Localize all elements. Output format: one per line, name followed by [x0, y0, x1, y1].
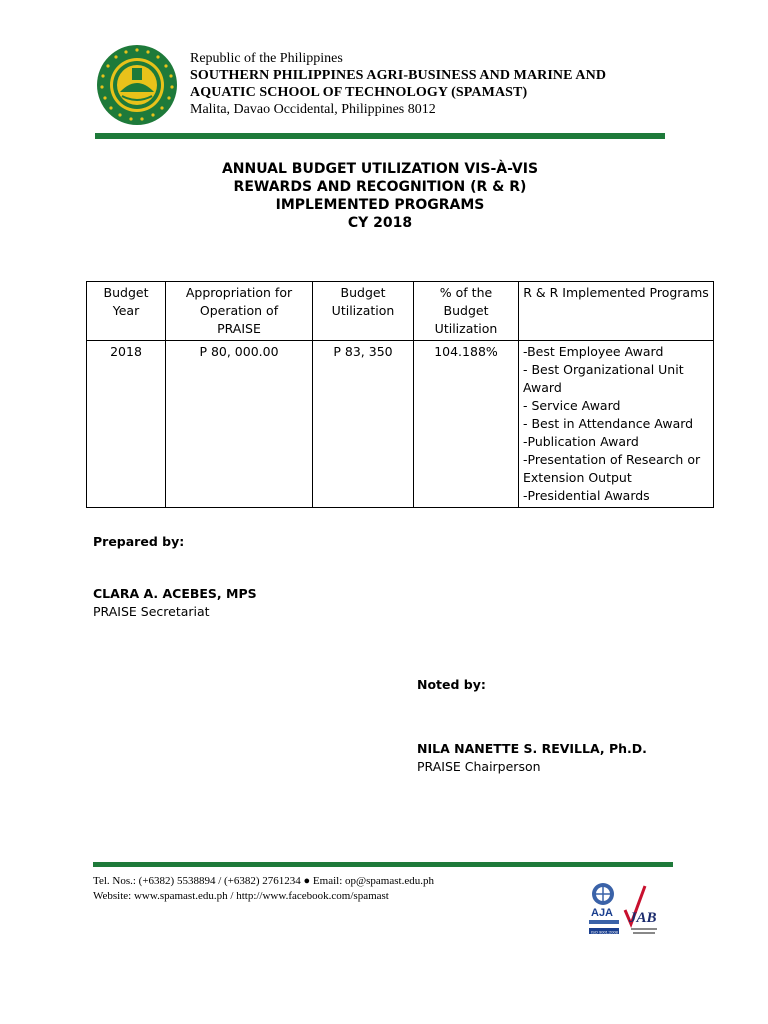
footer-contact: [93, 874, 434, 904]
header-budget-utilization: Budget Utilization: [313, 282, 414, 341]
list-item: - Service Award: [523, 398, 621, 413]
title-line4: CY 2018: [347, 215, 413, 231]
header-budget-year: Budget Year: [87, 282, 166, 341]
document-title: [95, 160, 665, 232]
title-line1: ANNUAL BUDGET UTILIZATION VIS-À-VIS: [221, 161, 539, 177]
noted-by-label: Noted by:: [417, 677, 486, 692]
school-name-line1: SOUTHERN PHILIPPINES AGRI-BUSINESS AND MARINE AND: [190, 68, 607, 83]
footer-divider: [93, 862, 673, 867]
noter-name: NILA NANETTE S. REVILLA, Ph.D.: [417, 741, 647, 756]
iso-certification-logo: [585, 880, 667, 940]
preparer-name: CLARA A. ACEBES, MPS: [93, 586, 257, 601]
list-item: -Best Employee Award: [523, 344, 664, 359]
cell-appropriation: P 80, 000.00: [166, 341, 313, 508]
title-line3: IMPLEMENTED PROGRAMS: [275, 197, 485, 213]
header-divider: [95, 133, 665, 139]
list-item: Extension Output: [523, 470, 632, 485]
header-appropriation: Appropriation for Operation of PRAISE: [166, 282, 313, 341]
budget-table: [86, 281, 714, 508]
republic-line: Republic of the Philippines: [190, 51, 343, 66]
list-item: Award: [523, 380, 562, 395]
title-line2: REWARDS AND RECOGNITION (R & R): [233, 179, 527, 195]
jab-mark: JAB: [629, 910, 657, 926]
noted-by-block: [417, 676, 647, 776]
list-item: - Best in Attendance Award: [523, 416, 694, 431]
list-item: -Presentation of Research or: [523, 452, 701, 467]
iso-mark: ISO 9001:2008: [591, 929, 618, 935]
address-line: Malita, Davao Occidental, Philippines 8012: [190, 102, 436, 117]
cell-year: 2018: [87, 341, 166, 508]
list-item: - Best Organizational Unit: [523, 362, 684, 377]
preparer-position: PRAISE Secretariat: [93, 604, 210, 619]
footer-phone-email: Tel. Nos.: (+6382) 5538894 / (+6382) 2761234 ● Email: op@spamast.edu.ph: [93, 875, 434, 887]
school-seal-logo: [96, 44, 178, 126]
letterhead: [190, 50, 606, 118]
noter-position: PRAISE Chairperson: [417, 759, 541, 774]
prepared-by-block: [93, 533, 257, 621]
header-programs: R & R Implemented Programs: [519, 282, 714, 341]
footer-website: Website: www.spamast.edu.ph / http://www.facebook.com/spamast: [93, 890, 389, 902]
table-row: [87, 341, 714, 508]
list-item: -Publication Award: [523, 434, 639, 449]
prepared-by-label: Prepared by:: [93, 534, 185, 549]
cell-utilization: P 83, 350: [313, 341, 414, 508]
cell-programs-list: [519, 341, 714, 508]
cell-percent: 104.188%: [414, 341, 519, 508]
school-name-line2: AQUATIC SCHOOL OF TECHNOLOGY (SPAMAST): [190, 85, 528, 100]
table-header-row: [87, 282, 714, 341]
aja-mark: AJA: [591, 907, 614, 919]
list-item: -Presidential Awards: [523, 488, 650, 503]
header-percent-utilization: % of the Budget Utilization: [414, 282, 519, 341]
